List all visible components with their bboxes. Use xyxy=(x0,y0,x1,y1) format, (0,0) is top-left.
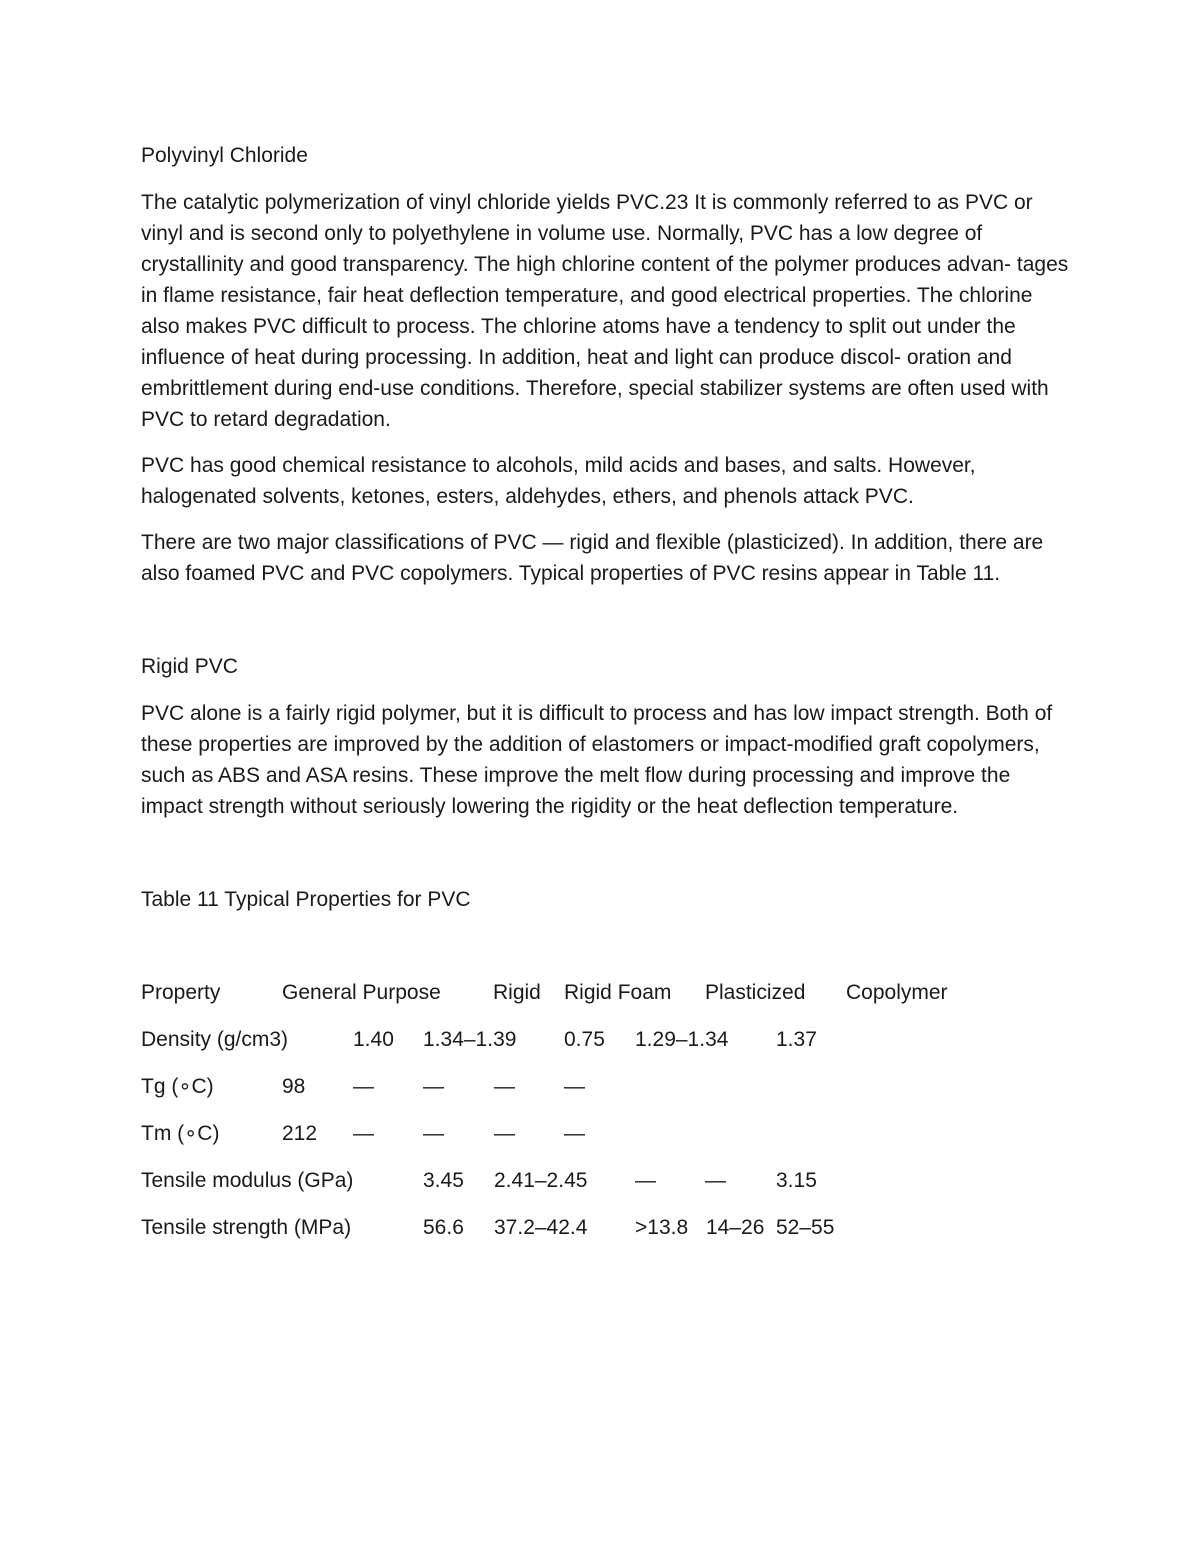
table-cell: — xyxy=(564,1122,585,1145)
table-cell: Tensile strength (MPa) xyxy=(141,1216,352,1239)
table-cell: 1.34–1.39 xyxy=(423,1028,517,1051)
table-cell: 0.75 xyxy=(564,1028,605,1051)
table-header-cell: Copolymer xyxy=(846,981,948,1004)
table-header-cell: Rigid xyxy=(493,981,541,1004)
table-cell: — xyxy=(423,1075,444,1098)
table-row xyxy=(141,1212,1071,1259)
table-header-cell: Property xyxy=(141,981,221,1004)
pvc-paragraph-2: PVC has good chemical resistance to alcohols, mild acids and bases, and salts. However, halogenated solvents, ketones, esters, aldehydes, ethers, and phenols attack PVC. xyxy=(141,454,976,508)
table-cell: — xyxy=(564,1075,585,1098)
table-cell: — xyxy=(635,1169,656,1192)
table-cell: — xyxy=(423,1122,444,1145)
table-cell: >13.8 xyxy=(635,1216,689,1239)
table-cell: 98 xyxy=(282,1075,306,1098)
table-cell: 52–55 xyxy=(776,1216,835,1239)
table-row xyxy=(141,1071,1071,1118)
table-cell: — xyxy=(494,1122,515,1145)
table-cell: Tensile modulus (GPa) xyxy=(141,1169,354,1192)
table-cell: Tg (∘C) xyxy=(141,1075,214,1098)
table-cell: 3.45 xyxy=(423,1169,464,1192)
pvc-paragraph-3: There are two major classifications of PVC — rigid and flexible (plasticized). In addition, there are also foamed PVC and PVC copolymers. Typical properties of PVC resins appear in Table 11. xyxy=(141,531,1044,585)
table-cell: Density (g/cm3) xyxy=(141,1028,289,1051)
table-cell: 3.15 xyxy=(776,1169,817,1192)
table-cell: Tm (∘C) xyxy=(141,1122,220,1145)
table-header-cell: General Purpose xyxy=(282,981,441,1004)
table-row xyxy=(141,1024,1071,1071)
table-cell: — xyxy=(705,1169,726,1192)
table-cell: — xyxy=(353,1122,374,1145)
table-cell: — xyxy=(494,1075,515,1098)
rigid-pvc-paragraph: PVC alone is a fairly rigid polymer, but it is difficult to process and has low impact strength. Both of these properties are improved by the addition of elastomers or impact-modified graft copolymers, such as ABS and ASA resins. These improve the melt flow during processing and improve the impact strength without seriously lowering the rigidity or the heat deflection temperature. xyxy=(141,702,1053,818)
table-cell: 37.2–42.4 xyxy=(494,1216,588,1239)
table-cell: 1.40 xyxy=(353,1028,394,1051)
table-cell: 56.6 xyxy=(423,1216,464,1239)
properties-table xyxy=(141,977,1071,1259)
table-cell: 1.37 xyxy=(776,1028,817,1051)
table-row xyxy=(141,1165,1071,1212)
table-title: Table 11 Typical Properties for PVC xyxy=(141,888,471,911)
table-cell: 14–26 xyxy=(706,1216,765,1239)
pvc-paragraph-1: The catalytic polymerization of vinyl chloride yields PVC.23 It is commonly referred to as PVC or vinyl and is second only to polyethylene in volume use. Normally, PVC has a low degree of crystallinity and good transparency. The high chlorine content of the polymer produces advan- tages in flame resistance, fair heat deflection temperature, and good electrical properties. The chlorine also makes PVC difficult to process. The chlorine atoms have a tendency to split out under the influence of heat during processing. In addition, heat and light can produce discol- oration and embrittlement during end-use conditions. Therefore, special stabilizer systems are often used with PVC to retard degradation. xyxy=(141,191,1069,431)
document-page xyxy=(141,140,1071,1259)
table-header-cell: Plasticized xyxy=(705,981,806,1004)
table-header-cell: Rigid Foam xyxy=(564,981,672,1004)
table-cell: 2.41–2.45 xyxy=(494,1169,588,1192)
section-heading-pvc: Polyvinyl Chloride xyxy=(141,144,308,167)
section-heading-rigid-pvc: Rigid PVC xyxy=(141,655,238,678)
table-row xyxy=(141,1118,1071,1165)
table-cell: 1.29–1.34 xyxy=(635,1028,729,1051)
table-cell: 212 xyxy=(282,1122,318,1145)
table-header-row xyxy=(141,977,1071,1024)
table-cell: — xyxy=(353,1075,374,1098)
